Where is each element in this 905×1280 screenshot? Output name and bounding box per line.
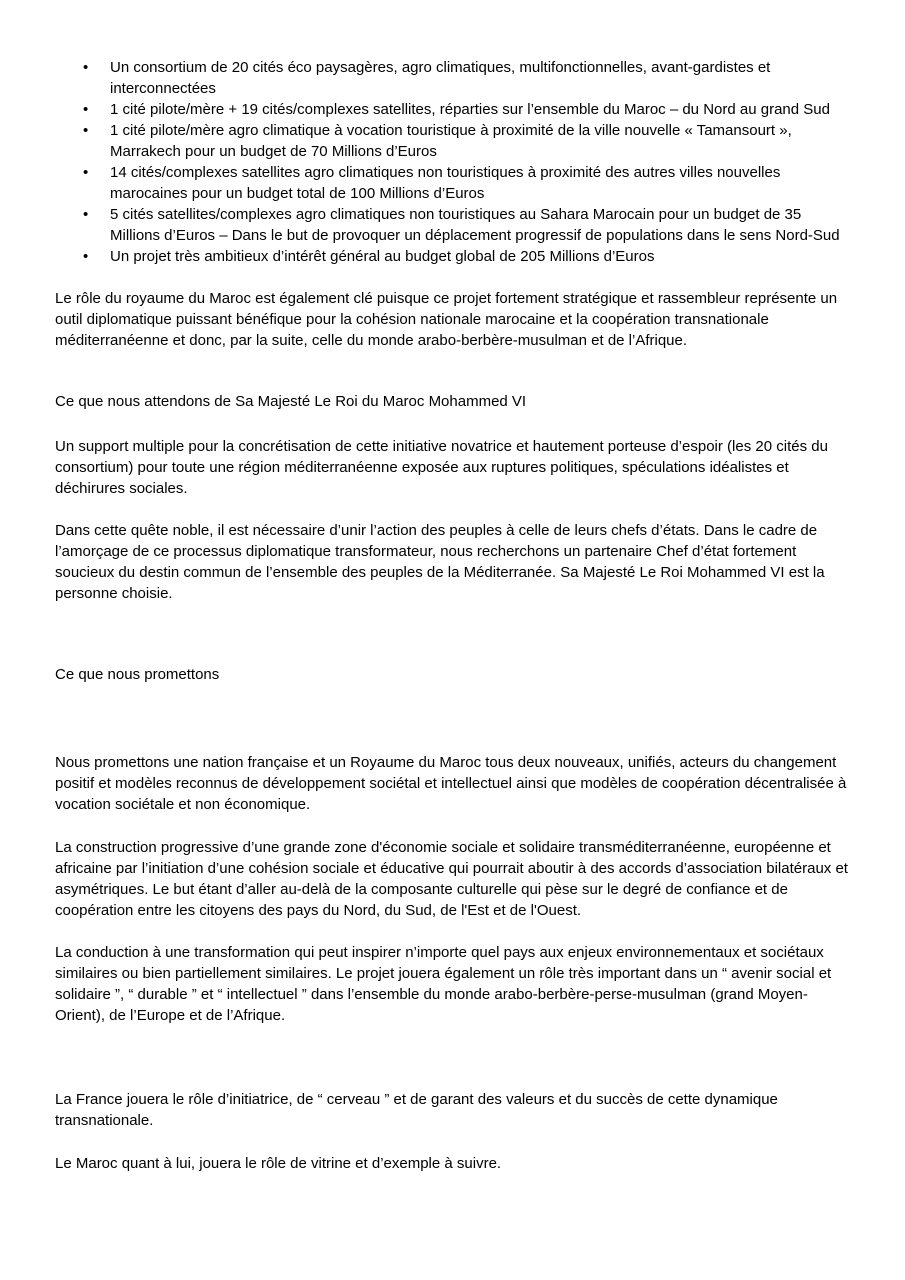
bullet-text: 14 cités/complexes satellites agro climatiques non touristiques à proximité des autres villes nouvelles marocaines pour un budget total de 100 Millions d’Euros: [110, 164, 781, 202]
bullet-text: Un consortium de 20 cités éco paysagères, agro climatiques, multifonctionnelles, avant-gardistes et interconnectées: [110, 59, 771, 97]
bullet-text: 5 cités satellites/complexes agro climatiques non touristiques au Sahara Marocain pour un budget de 35 Millions d’Euros – Dans le but de provoquer un déplacement progressif de populations dans le sens Nord-Sud: [110, 206, 840, 244]
bullet-list: [55, 57, 850, 267]
paragraph-support-multiple: Un support multiple pour la concrétisation de cette initiative novatrice et hautement porteuse d’espoir (les 20 cités du consortium) pour toute une région méditerranéenne exposée aux ruptures politiques, spéculations idéalistes et déchirures sociales.: [55, 438, 828, 497]
paragraph-morocco-role: Le rôle du royaume du Maroc est également clé puisque ce projet fortement stratégique et rassembleur représente un outil diplomatique puissant bénéfique pour la cohésion nationale marocaine et la coopération transnationale méditerranéenne et donc, par la suite, celle du monde arabo-berbère-musulman et de l’Afrique.: [55, 290, 838, 349]
paragraph-maroc-role: Le Maroc quant à lui, jouera le rôle de vitrine et d’exemple à suivre.: [55, 1155, 502, 1172]
section-heading-promises: Ce que nous promettons: [55, 666, 220, 683]
bullet-item: [55, 246, 850, 267]
bullet-icon: •: [83, 248, 89, 265]
bullet-text: 1 cité pilote/mère agro climatique à vocation touristique à proximité de la ville nouvelle « Tamansourt », Marrakech pour un budget de 70 Millions d’Euros: [110, 122, 792, 160]
bullet-item: [55, 162, 850, 204]
bullet-icon: •: [83, 122, 89, 139]
bullet-text: 1 cité pilote/mère + 19 cités/complexes satellites, réparties sur l’ensemble du Maroc – du Nord au grand Sud: [110, 101, 830, 118]
bullet-item: [55, 57, 850, 99]
section-heading-expectations: Ce que nous attendons de Sa Majesté Le Roi du Maroc Mohammed VI: [55, 393, 527, 410]
paragraph-quete-noble: Dans cette quête noble, il est nécessaire d’unir l’action des peuples à celle de leurs chefs d’états. Dans le cadre de l’amorçage de ce processus diplomatique transformateur, nous recherchons un partenaire Chef d’état fortement soucieux du destin commun de l’ensemble des peuples de la Méditerranée. Sa Majesté Le Roi Mohammed VI est la personne choisie.: [55, 522, 825, 602]
bullet-icon: •: [83, 101, 89, 118]
bullet-item: [55, 99, 850, 120]
paragraph-france-role: La France jouera le rôle d’initiatrice, de “ cerveau ” et de garant des valeurs et du succès de cette dynamique transnationale.: [55, 1091, 778, 1129]
bullet-icon: •: [83, 59, 89, 76]
paragraph-construction: La construction progressive d’une grande zone d'économie sociale et solidaire transméditerranéenne, européenne et africaine par l’initiation d’une cohésion sociale et éducative qui pourrait aboutir à des accords d’association bilatéraux et asymétriques. Le but étant d’aller au-delà de la composante culturelle qui pèse sur le degré de confiance et de coopération entre les citoyens des pays du Nord, du Sud, de l'Est et de l'Ouest.: [55, 839, 848, 919]
bullet-icon: •: [83, 164, 89, 181]
bullet-item: [55, 204, 850, 246]
bullet-text: Un projet très ambitieux d’intérêt général au budget global de 205 Millions d’Euros: [110, 248, 655, 265]
paragraph-conduction: La conduction à une transformation qui peut inspirer n’importe quel pays aux enjeux environnementaux et sociétaux similaires ou bien partiellement similaires. Le projet jouera également un rôle très important dans un “ avenir social et solidaire ”, “ durable ” et “ intellectuel ” dans l’ensemble du monde arabo-berbère-perse-musulman (grand Moyen-Orient), de l’Europe et de l’Afrique.: [55, 944, 832, 1024]
bullet-icon: •: [83, 206, 89, 223]
bullet-item: [55, 120, 850, 162]
paragraph-nous-promettons: Nous promettons une nation française et un Royaume du Maroc tous deux nouveaux, unifiés, acteurs du changement positif et modèles reconnus de développement sociétal et intellectuel ainsi que modèles de coopération décentralisée à vocation sociétale et non économique.: [55, 754, 847, 813]
